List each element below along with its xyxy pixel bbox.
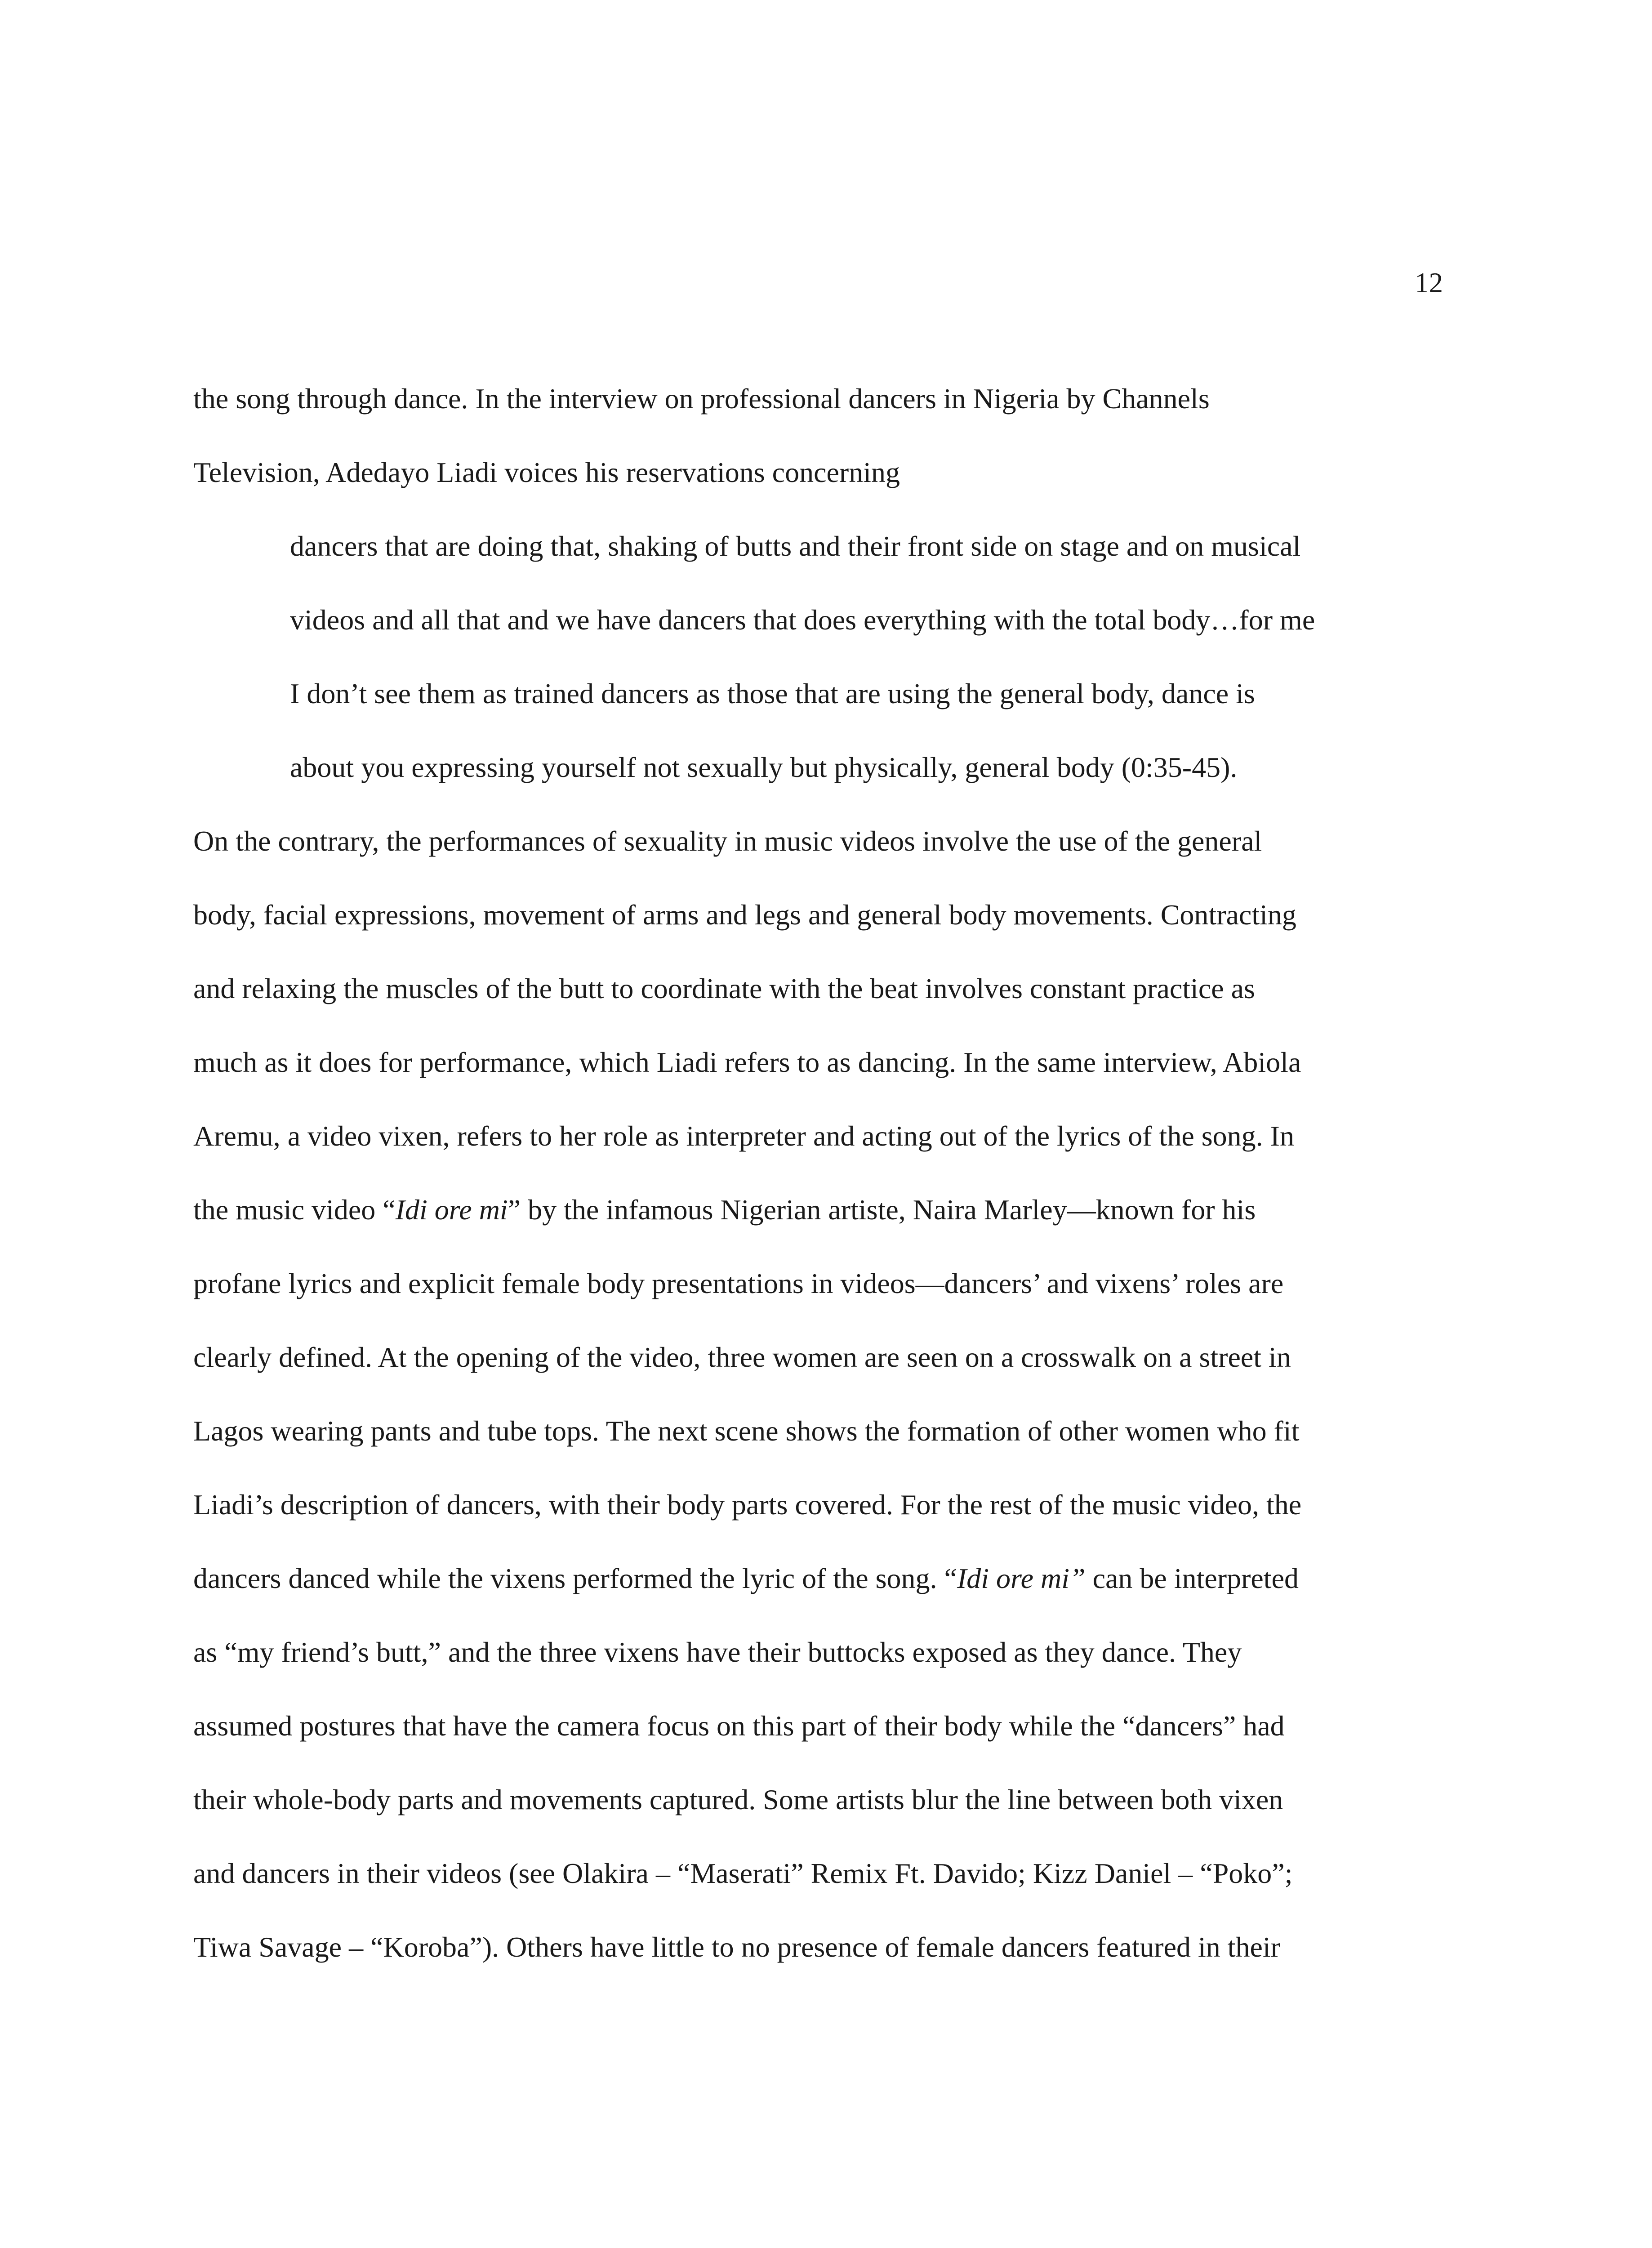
text-segment: the music video “ bbox=[193, 1194, 396, 1226]
quote-line: videos and all that and we have dancers that does everything with the total body…for me bbox=[290, 604, 1315, 636]
text-line: assumed postures that have the camera focus on this part of their body while the “dancers” had bbox=[193, 1710, 1285, 1742]
text-line: as “my friend’s butt,” and the three vixens have their buttocks exposed as they dance. They bbox=[193, 1636, 1242, 1668]
text-line bbox=[193, 1173, 1443, 1247]
text-line: clearly defined. At the opening of the video, three women are seen on a crosswalk on a street in bbox=[193, 1341, 1291, 1373]
song-title-italic: Idi ore mi bbox=[395, 1194, 508, 1226]
song-title-italic: Idi ore mi” bbox=[957, 1562, 1086, 1594]
text-segment: ” by the infamous Nigerian artiste, Naira Marley—known for his bbox=[508, 1194, 1256, 1226]
text-line: Television, Adedayo Liadi voices his reservations concerning bbox=[193, 456, 900, 488]
text-line: Aremu, a video vixen, refers to her role as interpreter and acting out of the lyrics of the song. In bbox=[193, 1120, 1294, 1152]
quote-line: I don’t see them as trained dancers as those that are using the general body, dance is bbox=[290, 678, 1255, 709]
text-line: Lagos wearing pants and tube tops. The next scene shows the formation of other women who fit bbox=[193, 1415, 1300, 1447]
text-line: profane lyrics and explicit female body presentations in videos—dancers’ and vixens’ roles are bbox=[193, 1267, 1284, 1299]
text-line: Tiwa Savage – “Koroba”). Others have little to no presence of female dancers featured in their bbox=[193, 1931, 1281, 1963]
page-number: 12 bbox=[1415, 267, 1443, 299]
block-quote bbox=[193, 509, 1443, 804]
text-line: much as it does for performance, which Liadi refers to as dancing. In the same interview, Abiola bbox=[193, 1046, 1301, 1078]
text-line: the song through dance. In the interview on professional dancers in Nigeria by Channels bbox=[193, 383, 1210, 415]
text-line: On the contrary, the performances of sexuality in music videos involve the use of the general bbox=[193, 825, 1262, 857]
text-segment: can be interpreted bbox=[1085, 1562, 1299, 1594]
document-body bbox=[193, 362, 1443, 1984]
text-segment: dancers danced while the vixens performed the lyric of the song. “ bbox=[193, 1562, 957, 1594]
text-line: their whole-body parts and movements captured. Some artists blur the line between both vixen bbox=[193, 1784, 1283, 1815]
text-line: Liadi’s description of dancers, with their body parts covered. For the rest of the music video, the bbox=[193, 1489, 1302, 1521]
text-line: and dancers in their videos (see Olakira – “Maserati” Remix Ft. Davido; Kizz Daniel – “Poko”; bbox=[193, 1857, 1293, 1889]
quote-line: about you expressing yourself not sexually but physically, general body (0:35-45). bbox=[290, 751, 1238, 783]
text-line: body, facial expressions, movement of arms and legs and general body movements. Contracting bbox=[193, 899, 1296, 931]
lead-in-paragraph bbox=[193, 362, 1443, 509]
text-line bbox=[193, 1542, 1443, 1615]
quote-line: dancers that are doing that, shaking of butts and their front side on stage and on musical bbox=[290, 530, 1301, 562]
text-line: and relaxing the muscles of the butt to coordinate with the beat involves constant practice as bbox=[193, 972, 1255, 1004]
body-paragraph bbox=[193, 804, 1443, 1984]
